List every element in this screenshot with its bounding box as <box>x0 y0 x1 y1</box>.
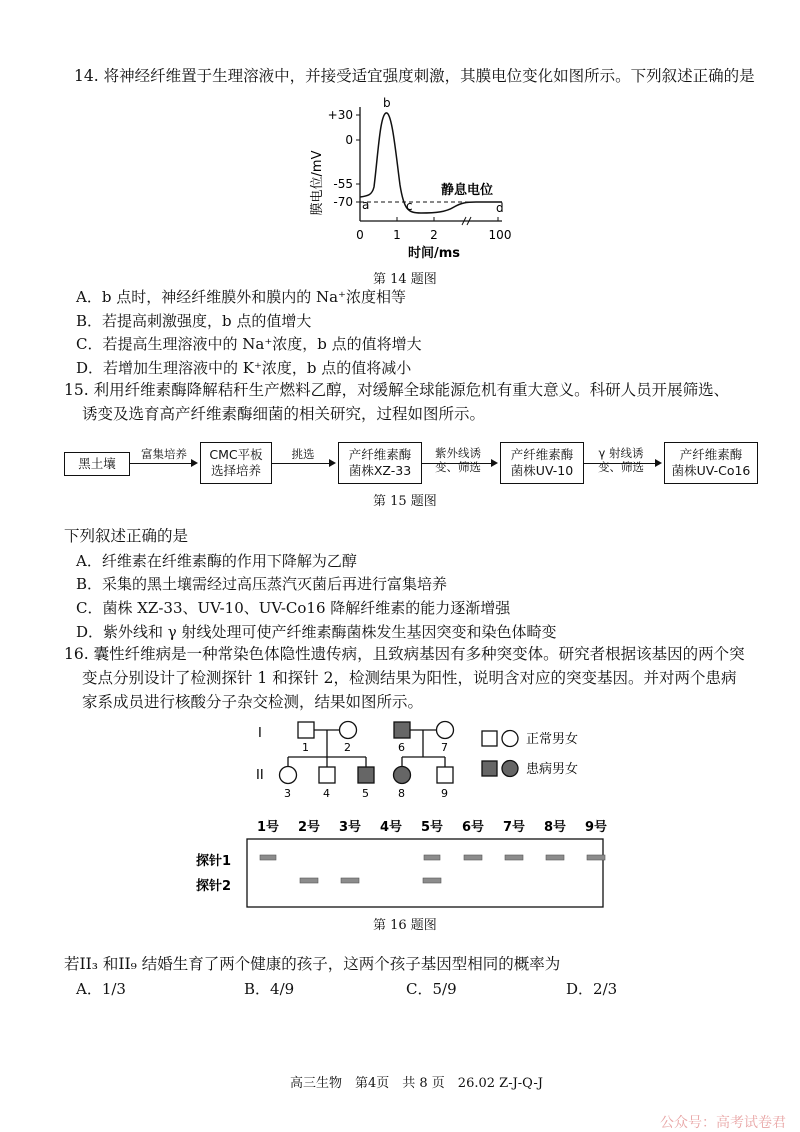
q15-stem-line1: 15. 利用纤维素酶降解秸秆生产燃料乙醇，对缓解全球能源危机有重大意义。科研人员开展筛选、 <box>64 381 730 399</box>
gel-band <box>505 855 523 860</box>
generation-label-ii: II <box>256 768 264 783</box>
flow-box-uvco16: 产纤维素酶 菌株UV-Co16 <box>664 442 758 484</box>
point-label-b: b <box>383 96 391 110</box>
q16-hybridization-gel <box>196 815 616 915</box>
gel-lane-label: 4号 <box>379 820 403 835</box>
member-number: 1 <box>302 741 309 754</box>
member-number: 2 <box>344 741 351 754</box>
gel-band <box>464 855 482 860</box>
member-7-normal-female <box>437 722 454 739</box>
ytick-label: +30 <box>327 108 353 122</box>
ytick-label: -70 <box>333 195 353 209</box>
q16-stem-line2: 变点分别设计了检测探针 1 和探针 2，检测结果为阳性，说明含对应的突变基因。并对两个患病 <box>82 669 737 687</box>
q16-stem-line1: 16. 囊性纤维病是一种常染色体隐性遗传病，且致病基因有多种突变体。研究者根据该基因的两个突 <box>64 645 745 663</box>
q16-pedigree <box>250 715 650 805</box>
legend-normal-female <box>502 731 518 747</box>
member-number: 7 <box>441 741 448 754</box>
gel-band <box>260 855 276 860</box>
q15-option-d: D．紫外线和 γ 射线处理可使产纤维素酶菌株发生基因突变和染色体畸变 <box>76 623 557 641</box>
gel-lane-label: 8号 <box>543 820 567 835</box>
q15-option-b: B．采集的黑土壤需经过高压蒸汽灭菌后再进行富集培养 <box>76 575 448 593</box>
member-8-affected-female <box>394 767 411 784</box>
member-number: 9 <box>441 787 448 800</box>
member-number: 5 <box>362 787 369 800</box>
q14-option-c: C．若提高生理溶液中的 Na⁺浓度，b 点的值将增大 <box>76 335 422 353</box>
q16-question: 若II₃ 和II₉ 结婚生育了两个健康的孩子，这两个孩子基因型相同的概率为 <box>64 955 561 973</box>
q16-option-d: D．2/3 <box>566 980 618 998</box>
q14-caption: 第 14 题图 <box>373 272 437 287</box>
q15-prompt: 下列叙述正确的是 <box>64 527 189 545</box>
chart-xlabel: 时间/ms <box>407 246 461 261</box>
member-2-normal-female <box>340 722 357 739</box>
gel-lane-label: 9号 <box>584 820 608 835</box>
legend-normal-male <box>482 731 497 746</box>
gel-lane-label: 5号 <box>420 820 444 835</box>
member-number: 3 <box>284 787 291 800</box>
watermark: 公众号：高考试卷君 <box>660 1115 786 1131</box>
flow-arrow-label-3: 紫外线诱 变、筛选 <box>435 446 481 474</box>
flow-box-soil: 黑土壤 <box>64 452 130 476</box>
q14-option-a: A．b 点时，神经纤维膜外和膜内的 Na⁺浓度相等 <box>76 288 406 306</box>
xtick-label: 0 <box>356 228 364 242</box>
q16-option-c: C．5/9 <box>406 980 457 998</box>
q16-option-b: B．4/9 <box>244 980 295 998</box>
gel-band <box>300 878 318 883</box>
q14-membrane-potential-chart <box>296 95 526 265</box>
q14-stem: 14. 将神经纤维置于生理溶液中，并接受适宜强度刺激，其膜电位变化如图所示。下列叙述正确的是 <box>74 67 755 85</box>
member-1-normal-male <box>298 722 314 738</box>
member-number: 6 <box>398 741 405 754</box>
legend-affected-male <box>482 761 497 776</box>
generation-label-i: I <box>258 726 262 741</box>
member-number: 8 <box>398 787 405 800</box>
point-label-a: a <box>362 198 370 212</box>
member-4-normal-male <box>319 767 335 783</box>
chart-ylabel: 膜电位/mV <box>310 150 325 216</box>
gel-band <box>423 878 441 883</box>
flow-box-uv10: 产纤维素酶 菌株UV-10 <box>500 442 584 484</box>
gel-band <box>546 855 564 860</box>
q14-option-d: D．若增加生理溶液中的 K⁺浓度，b 点的值将减小 <box>76 359 412 377</box>
point-label-c: c <box>406 199 413 213</box>
legend-affected-label: 患病男女 <box>526 762 579 777</box>
gel-lane-label: 1号 <box>256 820 280 835</box>
resting-potential-label: 静息电位 <box>441 183 494 198</box>
q14-option-b: B．若提高刺激强度，b 点的值增大 <box>76 312 312 330</box>
flow-box-cmc: CMC平板 选择培养 <box>200 442 272 484</box>
member-9-normal-male <box>437 767 453 783</box>
gel-band <box>424 855 440 860</box>
flow-arrow-label-4: γ 射线诱 变、筛选 <box>598 446 644 474</box>
gel-lane-label: 6号 <box>461 820 485 835</box>
gel-lane-label: 7号 <box>502 820 526 835</box>
q16-stem-line3: 家系成员进行核酸分子杂交检测，结果如图所示。 <box>82 693 424 711</box>
member-3-normal-female <box>280 767 297 784</box>
ytick-label: -55 <box>333 177 353 191</box>
ytick-label: 0 <box>345 133 353 147</box>
xtick-label: 1 <box>393 228 401 242</box>
q16-option-a: A．1/3 <box>76 980 126 998</box>
member-number: 4 <box>323 787 330 800</box>
xtick-label: 100 <box>488 228 512 242</box>
legend-normal-label: 正常男女 <box>526 732 579 747</box>
gel-lane-label: 3号 <box>338 820 362 835</box>
point-label-d: d <box>496 201 504 215</box>
probe-label: 探针2 <box>196 879 232 894</box>
q16-caption: 第 16 题图 <box>373 918 437 933</box>
gel-band <box>587 855 605 860</box>
gel-lane-label: 2号 <box>297 820 321 835</box>
q15-caption: 第 15 题图 <box>373 494 437 509</box>
flow-box-xz33: 产纤维素酶 菌株XZ-33 <box>338 442 422 484</box>
q15-stem-line2: 诱变及选育高产纤维素酶细菌的相关研究，过程如图所示。 <box>82 405 486 423</box>
q15-option-c: C．菌株 XZ-33、UV-10、UV-Co16 降解纤维素的能力逐渐增强 <box>76 599 511 617</box>
xtick-label: 2 <box>430 228 438 242</box>
flow-arrow-label-2: 挑选 <box>291 447 315 461</box>
member-6-affected-male <box>394 722 410 738</box>
probe-label: 探针1 <box>196 854 232 869</box>
flow-arrow-label-1: 富集培养 <box>141 447 187 461</box>
page-footer: 高三生物 第4页 共 8 页 26.02 Z-J-Q-J <box>290 1076 543 1091</box>
q15-option-a: A．纤维素在纤维素酶的作用下降解为乙醇 <box>76 552 357 570</box>
legend-affected-female <box>502 761 518 777</box>
member-5-affected-male <box>358 767 374 783</box>
gel-band <box>341 878 359 883</box>
